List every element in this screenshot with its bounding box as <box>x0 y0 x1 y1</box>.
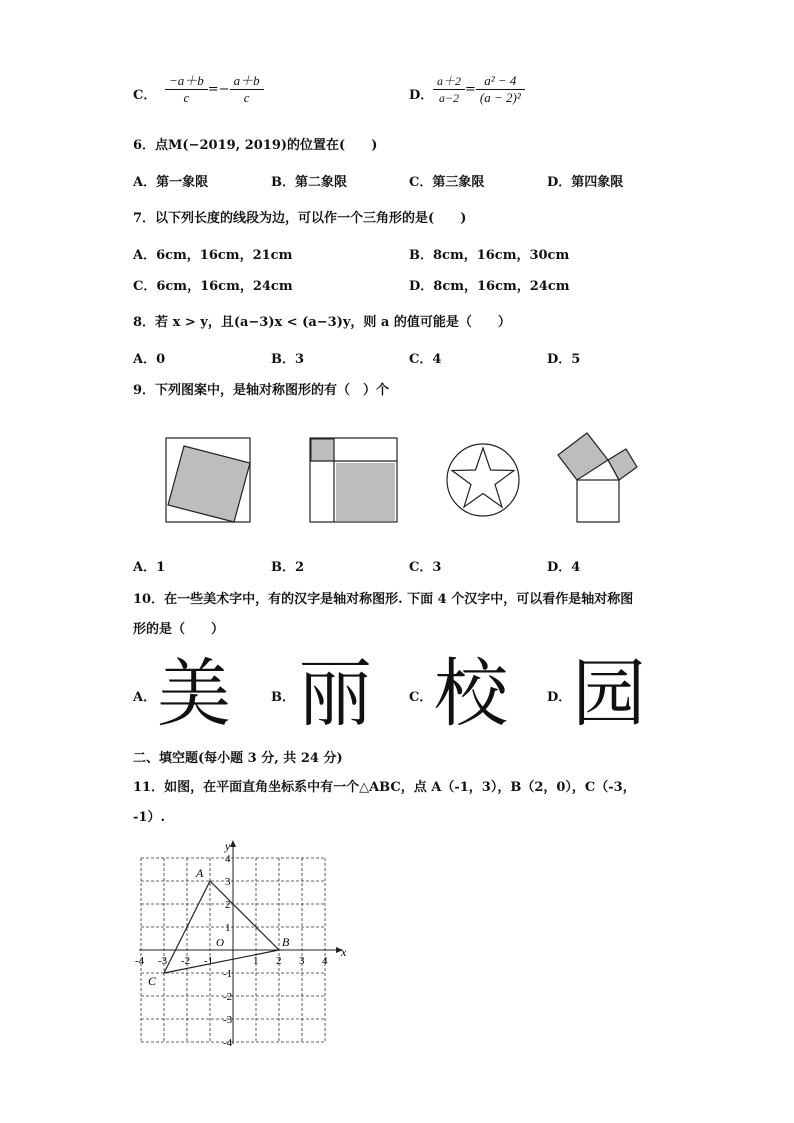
fraction-denominator: c <box>183 90 190 105</box>
q7-stem: 7．以下列长度的线段为边，可以作一个三角形的是( ) <box>133 211 467 226</box>
q11-stem-line1: 11．如图，在平面直角坐标系中有一个△ABC，点 A（-1，3），B（2，0），C（-3， <box>133 780 636 795</box>
equals-minus: =− <box>207 82 230 97</box>
q10-char-yuan: 园 <box>572 651 646 737</box>
q9-stem: 9．下列图案中，是轴对称图形的有（ ）个 <box>133 383 390 398</box>
x-tick-label: -3 <box>158 955 168 967</box>
q9-option-d[interactable]: D．4 <box>547 560 581 575</box>
y-tick-label: -3 <box>223 1014 233 1026</box>
q7-option-c[interactable]: C．6cm，16cm，24cm <box>133 279 293 294</box>
q6-option-c[interactable]: C．第三象限 <box>409 175 485 190</box>
coordinate-plane <box>128 836 358 1056</box>
q10-option-d-label[interactable]: D． <box>547 690 572 705</box>
axes <box>139 840 343 1044</box>
y-tick-label: 1 <box>225 922 231 934</box>
point-label-a: A <box>196 866 204 880</box>
q10-char-mei: 美 <box>157 651 231 737</box>
y-tick-label: 3 <box>225 876 231 888</box>
y-tick-label: 4 <box>225 853 231 865</box>
x-axis-label: x <box>341 945 347 959</box>
q5-d-lhs-fraction <box>433 73 465 106</box>
q5-option-d-label: D． <box>409 88 434 103</box>
equals: = <box>465 82 476 97</box>
tick-labels <box>135 839 347 1049</box>
x-tick-label: -1 <box>204 955 214 967</box>
q6-option-a[interactable]: A．第一象限 <box>133 175 209 190</box>
figure-tilted-square <box>166 438 250 522</box>
q10-option-c-label[interactable]: C． <box>409 690 433 705</box>
q8-option-b[interactable]: B．3 <box>271 352 305 367</box>
q6-stem: 6．点M(−2019, 2019)的位置在( ) <box>133 138 378 153</box>
q6-option-d[interactable]: D．第四象限 <box>547 175 624 190</box>
origin-label: O <box>216 937 224 949</box>
q5-c-lhs-fraction <box>165 73 208 106</box>
figure-pythagoras-squares <box>558 433 637 522</box>
section-fill-in-heading: 二、填空题(每小题 3 分, 共 24 分) <box>133 751 343 766</box>
figure-circle-star <box>447 444 519 516</box>
q8-stem: 8．若 x > y，且(a−3)x < (a−3)y，则 a 的值可能是（ ） <box>133 315 511 330</box>
q7-option-b[interactable]: B．8cm，16cm，30cm <box>409 248 570 263</box>
q9-figures <box>150 425 650 530</box>
y-axis-label: y <box>225 839 231 853</box>
y-axis-arrow <box>230 840 236 847</box>
fraction-denominator: (a − 2)² <box>479 90 521 105</box>
fraction-denominator: c <box>243 90 250 105</box>
fraction-numerator: a² − 4 <box>476 73 525 90</box>
q8-option-c[interactable]: C．4 <box>409 352 442 367</box>
y-tick-label: 2 <box>225 899 231 911</box>
y-tick-label: -2 <box>223 991 233 1003</box>
x-tick-label: 4 <box>322 955 328 967</box>
q9-option-a[interactable]: A．1 <box>133 560 166 575</box>
y-tick-label: -1 <box>223 968 233 980</box>
point-label-c: C <box>148 974 157 988</box>
q7-option-a[interactable]: A．6cm，16cm，21cm <box>133 248 293 263</box>
q5-d-rhs-fraction <box>476 73 525 106</box>
x-tick-label: -4 <box>135 955 145 967</box>
q8-option-d[interactable]: D．5 <box>547 352 581 367</box>
fraction-numerator: a＋b <box>230 73 264 90</box>
fraction-denominator: a−2 <box>438 91 460 105</box>
q8-option-a[interactable]: A．0 <box>133 352 166 367</box>
q10-stem-line1: 10．在一些美术字中，有的汉字是轴对称图形. 下面 4 个汉字中，可以看作是轴对称图 <box>133 592 634 607</box>
point-label-b: B <box>282 935 290 949</box>
q7-option-d[interactable]: D．8cm，16cm，24cm <box>409 279 570 294</box>
y-tick-label: -4 <box>223 1037 233 1049</box>
q5-option-c-label: C． <box>133 88 157 103</box>
q9-option-b[interactable]: B．2 <box>271 560 305 575</box>
fraction-numerator: −a＋b <box>165 73 208 90</box>
q5-c-rhs-fraction <box>230 73 264 106</box>
x-tick-label: -2 <box>181 955 191 967</box>
q6-option-b[interactable]: B．第二象限 <box>271 175 347 190</box>
q5-option-d-equation <box>433 73 525 106</box>
x-tick-label: 1 <box>253 955 259 967</box>
q11-stem-line2: -1）. <box>133 810 165 825</box>
x-tick-label: 2 <box>276 955 282 967</box>
q10-char-li: 丽 <box>298 651 372 737</box>
fraction-numerator: a＋2 <box>433 73 465 90</box>
q10-option-a-label[interactable]: A． <box>133 690 157 705</box>
q10-char-xiao: 校 <box>434 651 508 737</box>
q10-stem-line2: 形的是（ ） <box>133 622 225 637</box>
q9-option-c[interactable]: C．3 <box>409 560 442 575</box>
figure-divided-square <box>310 438 397 522</box>
q5-option-c-equation <box>165 73 264 106</box>
x-tick-label: 3 <box>299 955 305 967</box>
q10-option-b-label[interactable]: B． <box>271 690 295 705</box>
